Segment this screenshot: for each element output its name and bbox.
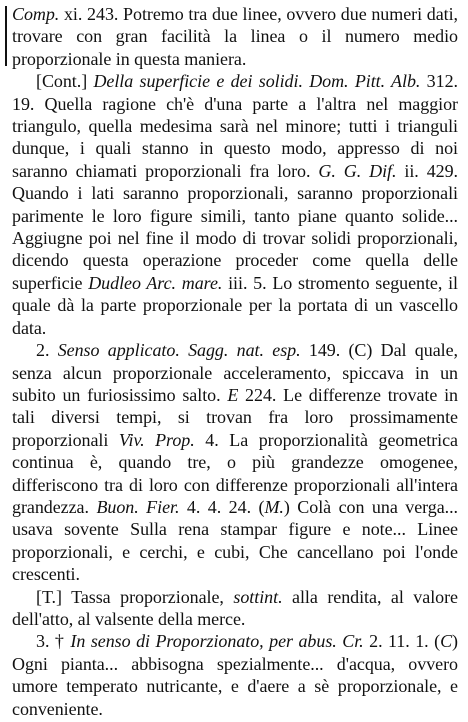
entry-comp xyxy=(12,3,458,70)
italic-text-segment: Dudleo Arc. mare. xyxy=(88,272,223,293)
text-segment: iii. 5. Lo stromento seguente, il quale dà la parte proporzionale per la portata di un vascello data. xyxy=(12,272,458,338)
entry-senso-applicato xyxy=(12,339,458,585)
italic-text-segment: G. G. Dif. xyxy=(318,160,397,181)
margin-rule xyxy=(5,6,7,66)
text-body xyxy=(12,3,458,720)
text-segment: ) Ogni pianta... abbisogna spezialmente... d'acqua, ovvero umore temperato nutricante, e d'aere a sè proporzionale, e conveniente. xyxy=(12,631,458,719)
text-segment: 3. † xyxy=(36,631,71,652)
italic-text-segment: Comp. xyxy=(12,4,60,24)
text-segment: 224. Le differenze trovate in tali diversi tempi, si trovan fra loro prossimamente proporzionali xyxy=(12,384,458,450)
italic-text-segment: Buon. Fier. xyxy=(96,496,180,517)
text-segment: 312. 19. Quella ragione ch'è d'una parte a l'altra nel maggior triangulo, quella medesima sarà nel minore; tutti i trianguli dunque, i quali stanno in questo modo, appresso di noi saranno chiamati proporzionali fra loro. xyxy=(12,71,458,181)
text-segment: [Cont.] xyxy=(36,71,94,92)
text-segment: [T.] Tassa proporzionale, xyxy=(36,586,234,607)
text-segment: ii. 429. Quando i lati saranno proporzionali, saranno proporzionali parimente le loro figure simili, tanto piane quanto solide... Aggiugne poi nel fine il modo di trovar solidi proporzionali, dicendo questa operazione proceder come quella delle superficie xyxy=(12,160,459,293)
italic-text-segment: In senso di Proporzionato, per abus. Cr. xyxy=(70,631,364,652)
text-segment: 149. (C) Dal quale, senza alcun proporzionale acceleramento, spiccava in un subito un furiosissimo salto. xyxy=(12,340,458,405)
italic-text-segment: Senso applicato. Sagg. nat. esp. xyxy=(57,340,301,361)
text-segment: 4. 4. 24. ( xyxy=(179,496,265,517)
entry-cont xyxy=(12,70,458,339)
italic-text-segment: Della superficie e dei solidi. Dom. Pitt. Alb. xyxy=(93,71,421,92)
italic-text-segment: sottint. xyxy=(233,586,283,607)
italic-text-segment: Viv. Prop. xyxy=(118,429,195,450)
text-segment: 4. La proporzionalità geometrica continua è, quando tre, o più grandezze omogenee, differiscono tra di loro con differenze proporzionali all'intera grandezza. xyxy=(12,429,458,517)
italic-text-segment: M. xyxy=(264,496,284,517)
text-segment: alla rendita, al valore dell'atto, al valsente della merce. xyxy=(12,586,458,629)
italic-text-segment: C xyxy=(440,631,453,652)
italic-text-segment: E xyxy=(227,384,239,405)
text-segment: xi. 243. Potremo tra due linee, ovvero due numeri dati, trovare con gran facilità la linea o il numero medio proporzionale in questa maniera. xyxy=(12,4,458,69)
text-segment: 2. xyxy=(36,340,58,361)
text-segment: ) Colà con una verga... usava sovente Sulla rena stampar figure e note... Linee proporzionali, e cerchi, e cubi, Che cancellano poi l'onde crescenti. xyxy=(12,496,458,585)
entry-senso-proporzionato xyxy=(12,630,458,720)
text-segment: 2. 11. 1. ( xyxy=(363,631,441,652)
entry-tassa xyxy=(12,586,458,631)
